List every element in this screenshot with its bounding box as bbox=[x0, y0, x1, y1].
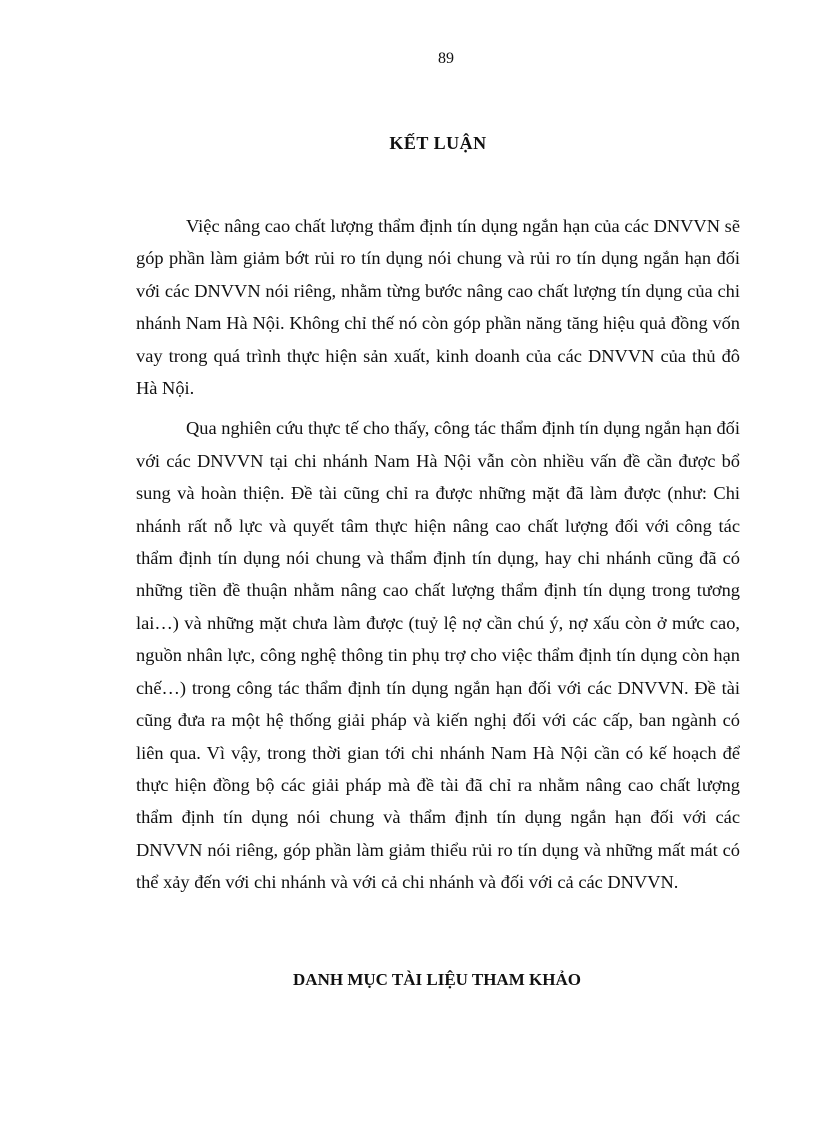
references-heading: DANH MỤC TÀI LIỆU THAM KHẢO bbox=[293, 970, 581, 989]
chapter-title: KẾT LUẬN bbox=[389, 133, 487, 153]
paragraph-2: Qua nghiên cứu thực tế cho thấy, công tác thẩm định tín dụng ngắn hạn đối với các DNVVN tại chi nhánh Nam Hà Nội vẫn còn nhiều vấn đề cần được bổ sung và hoàn thiện. Đề tài cũng chỉ ra được những mặt đã làm được (như: Chi nhánh rất nỗ lực và quyết tâm thực hiện nâng cao chất lượng đối với công tác thẩm định tín dụng nói chung và thẩm định tín dụng, hay chi nhánh cũng đã có những tiền đề thuận nhằm nâng cao chất lượng thẩm định tín dụng trong tương lai…) và những mặt chưa làm được (tuỷ lệ nợ cần chú ý, nợ xấu còn ở mức cao, nguồn nhân lực, công nghệ thông tin phụ trợ cho việc thẩm định tín dụng còn hạn chế…) trong công tác thẩm định tín dụng ngắn hạn đối với các DNVVN. Đề tài cũng đưa ra một hệ thống giải pháp và kiến nghị đối với các cấp, ban ngành có liên qua. Vì vậy, trong thời gian tới chi nhánh Nam Hà Nội cần có kế hoạch để thực hiện đồng bộ các giải pháp mà đề tài đã chỉ ra nhằm nâng cao chất lượng thẩm định tín dụng nói chung và thẩm định tín dụng ngắn hạn đối với các DNVVN nói riêng, góp phần làm giảm thiểu rủi ro tín dụng và những mất mát có thể xảy đến với chi nhánh và với cả chi nhánh và đối với cả các DNVVN. bbox=[136, 418, 740, 893]
body-text bbox=[136, 210, 740, 907]
paragraph-1: Việc nâng cao chất lượng thẩm định tín dụng ngắn hạn của các DNVVN sẽ góp phần làm giảm bớt rủi ro tín dụng nói chung và rủi ro tín dụng ngắn hạn đối với các DNVVN nói riêng, nhằm từng bước nâng cao chất lượng tín dụng của chi nhánh Nam Hà Nội. Không chỉ thế nó còn góp phần năng tăng hiệu quả đồng vốn vay trong quá trình thực hiện sản xuất, kinh doanh của các DNVVN của thủ đô Hà Nội. bbox=[136, 216, 740, 399]
page-number: 89 bbox=[438, 50, 454, 67]
